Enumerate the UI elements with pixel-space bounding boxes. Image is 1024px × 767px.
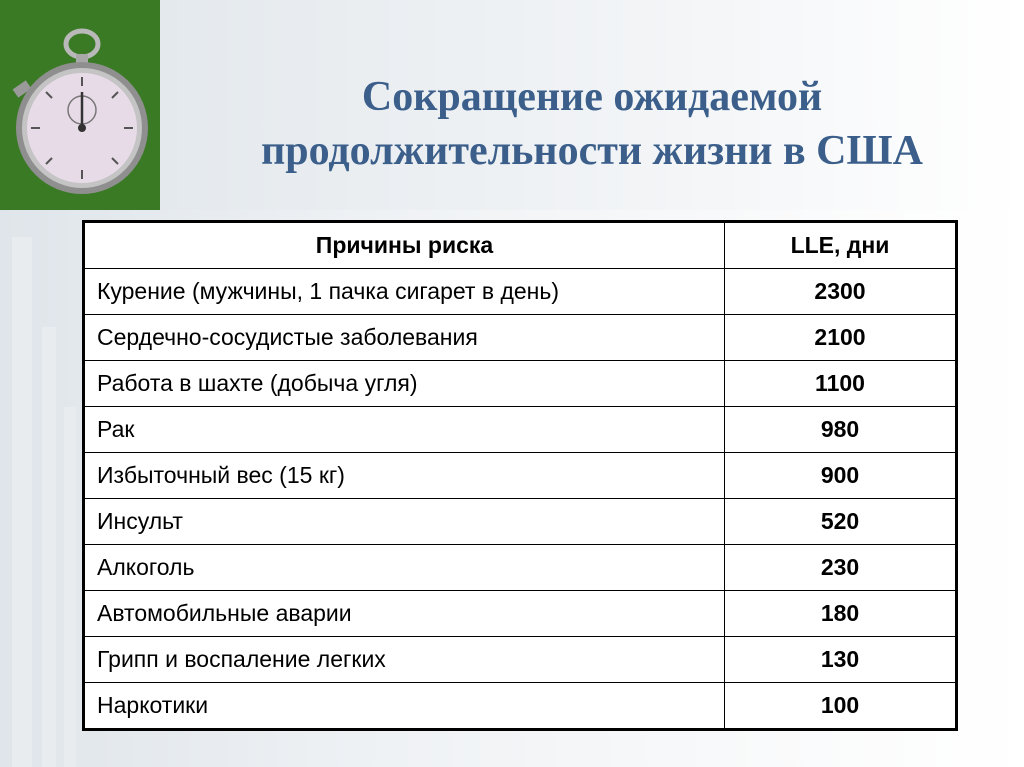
table-row [84,407,957,453]
cause-cell: Рак [84,407,725,453]
column-header-lle: LLE, дни [725,222,957,269]
cause-cell: Наркотики [84,683,725,730]
table-row [84,591,957,637]
table-row [84,499,957,545]
table-row [84,545,957,591]
lle-days-cell: 2100 [725,315,957,361]
stopwatch-icon [0,0,160,210]
lle-days-cell: 900 [725,453,957,499]
lle-days-cell: 980 [725,407,957,453]
lle-days-cell: 180 [725,591,957,637]
stripe [42,327,56,767]
table-row [84,269,957,315]
table-header-row [84,222,957,269]
stripe [12,237,32,767]
cause-cell: Сердечно-сосудистые заболевания [84,315,725,361]
title-line-2: продолжительности жизни в США [261,128,923,174]
lle-days-cell: 130 [725,637,957,683]
risk-table [82,220,958,731]
table-row [84,453,957,499]
cause-cell: Курение (мужчины, 1 пачка сигарет в день) [84,269,725,315]
table-row [84,315,957,361]
lle-days-cell: 100 [725,683,957,730]
title-line-1: Сокращение ожидаемой [361,74,823,120]
decorative-stripes [0,210,90,767]
table-row [84,637,957,683]
column-header-cause: Причины риска [84,222,725,269]
cause-cell: Избыточный вес (15 кг) [84,453,725,499]
slide-title [160,70,1024,178]
stripe [64,407,76,767]
stopwatch-photo [0,0,160,210]
table-row [84,361,957,407]
table-row [84,683,957,730]
cause-cell: Алкоголь [84,545,725,591]
cause-cell: Работа в шахте (добыча угля) [84,361,725,407]
lle-days-cell: 520 [725,499,957,545]
lle-days-cell: 1100 [725,361,957,407]
lle-days-cell: 2300 [725,269,957,315]
cause-cell: Автомобильные аварии [84,591,725,637]
cause-cell: Инсульт [84,499,725,545]
cause-cell: Грипп и воспаление легких [84,637,725,683]
lle-days-cell: 230 [725,545,957,591]
